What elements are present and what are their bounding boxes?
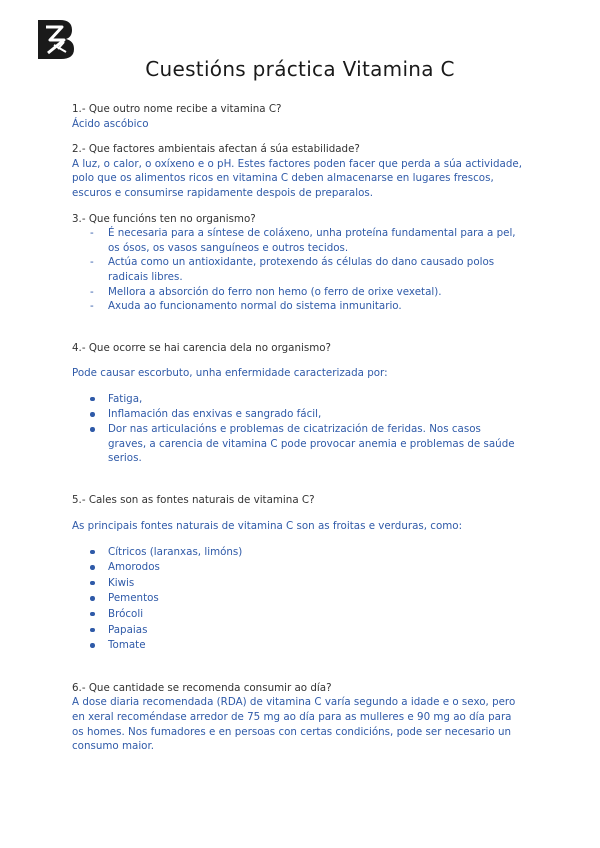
list-item: Brócoli [72, 607, 522, 622]
question-4: 4.- Que ocorre se hai carencia dela no organismo? [72, 341, 332, 354]
page-title: Cuestións práctica Vitamina C [145, 57, 455, 82]
list-item: Pementos [72, 591, 522, 606]
brand-logo [36, 18, 76, 60]
list-item: - Mellora a absorción do ferro non hemo (o ferro de orixe vexetal). [72, 285, 522, 300]
list-item: Cítricos (laranxas, limóns) [72, 545, 522, 560]
question-2: 2.- Que factores ambientais afectan á súa estabilidade? [72, 143, 360, 156]
question-5: 5.- Cales son as fontes naturais de vitamina C? [72, 494, 315, 507]
question-6: 6.- Que cantidade se recomenda consumir ao día? [72, 681, 332, 694]
answer-5-intro: As principais fontes naturais de vitamina C son as froitas e verduras, como: [72, 519, 463, 532]
sources-list [72, 545, 522, 653]
list-item: Amorodos [72, 560, 522, 575]
list-item: Kiwis [72, 576, 522, 591]
answer-4-intro: Pode causar escorbuto, unha enfermidade caracterizada por: [72, 367, 388, 380]
answer-2: A luz, o calor, o oxíxeno e o pH. Estes factores poden facer que perda a súa actividade, polo que os alimentos ricos en vitamina C deben almacenarse en lugares frescos, escuros e consumirse rapidamente despois de preparalos. [72, 157, 523, 199]
symptoms-list [72, 392, 522, 466]
list-item: - Actúa como un antioxidante, protexendo ás células do dano causado polos radicais libres. [72, 255, 522, 284]
list-item: Papaias [72, 623, 522, 638]
functions-list [72, 226, 522, 314]
worksheet-content [72, 102, 522, 754]
list-item: Fatiga, [72, 392, 522, 407]
question-1: 1.- Que outro nome recibe a vitamina C? [72, 103, 282, 115]
answer-1: Ácido ascóbico [72, 117, 149, 130]
list-item: Dor nas articulacións e problemas de cicatrización de feridas. Nos casos graves, a carencia de vitamina C pode provocar anemia e problemas de saúde serios. [72, 422, 522, 466]
list-item: Inflamación das enxivas e sangrado fácil, [72, 407, 522, 422]
list-item: - Axuda ao funcionamento normal do sistema inmunitario. [72, 299, 522, 314]
list-item: - É necesaria para a síntese de coláxeno, unha proteína fundamental para a pel, os ósos, os vasos sanguíneos e outros tecidos. [72, 226, 522, 255]
answer-6: A dose diaria recomendada (RDA) de vitamina C varía segundo a idade e o sexo, pero en xeral recoméndase arredor de 75 mg ao día para as mulleres e 90 mg ao día para os homes. Nos fumadores e en persoas con certas condicións, pode ser necesario un consumo maior. [72, 696, 516, 753]
question-3: 3.- Que funcións ten no organismo? [72, 212, 256, 225]
list-item: Tomate [72, 638, 522, 653]
